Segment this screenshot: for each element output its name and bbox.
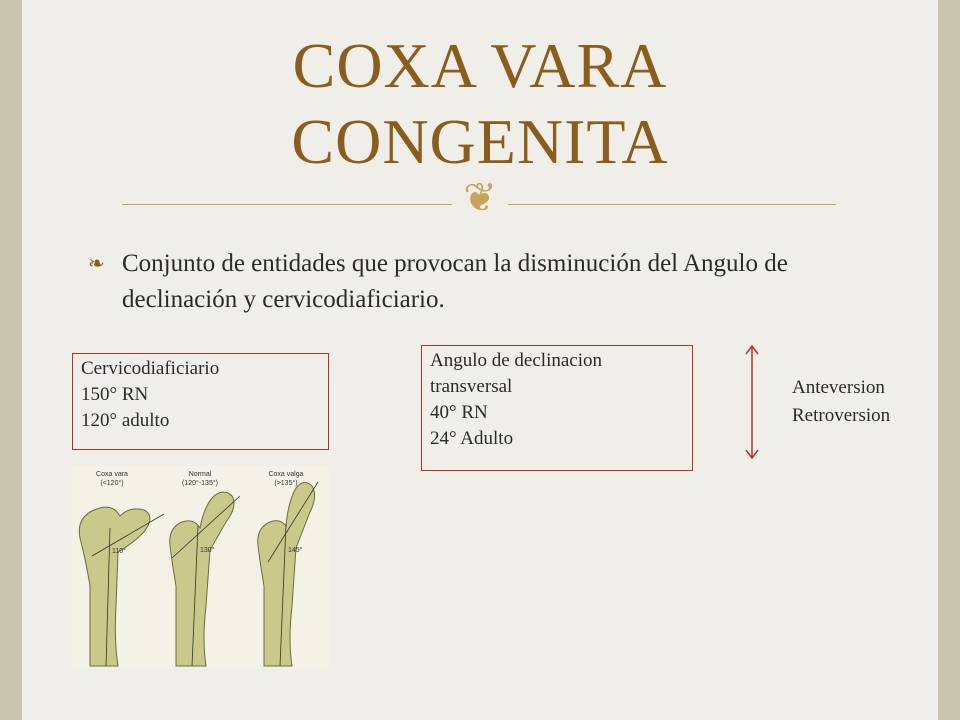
slide-title: [0, 28, 960, 180]
panel-3-range: (>135°): [274, 480, 298, 487]
cervico-line-3: 120° adulto: [81, 410, 170, 431]
femur-normal: [170, 492, 240, 666]
title-divider-right: [508, 204, 836, 205]
cervico-line-1: Cervicodiaficiario: [81, 358, 220, 379]
angulo-line-1: Angulo de declinacion: [430, 350, 603, 371]
panel-2-range: (120°-135°): [182, 480, 218, 487]
panel-1-angle: 110°: [112, 548, 126, 555]
double-arrow-icon: [738, 342, 768, 462]
title-divider-left: [122, 204, 452, 205]
title-line-2: CONGENITA: [291, 106, 669, 177]
femur-coxa-valga: [258, 482, 318, 666]
panel-2-angle: 130°: [200, 547, 215, 554]
ornament-icon: ❦: [463, 175, 497, 220]
angulo-line-2: transversal: [430, 376, 513, 397]
angulo-line-3: 40° RN: [430, 402, 488, 423]
retroversion-label: Retroversion: [792, 405, 891, 426]
cervico-line-2: 150° RN: [81, 384, 149, 405]
anteversion-label: Anteversion: [792, 377, 885, 398]
bullet-text: Conjunto de entidades que provocan la disminución del Angulo de declinación y cervicodiaficiario.: [122, 250, 788, 313]
bullet-ornament-icon: ❧: [88, 253, 105, 275]
panel-3-angle: 145°: [288, 547, 303, 554]
angulo-line-4: 24° Adulto: [430, 428, 514, 449]
femur-diagram: [72, 466, 329, 669]
version-labels: [792, 374, 890, 430]
panel-2-label: Normal: [188, 471, 212, 478]
angulo-declinacion-box: [421, 345, 693, 471]
panel-1-label: Coxa vara: [96, 471, 128, 478]
panel-3-label: Coxa valga: [268, 471, 304, 478]
title-line-1: COXA VARA: [292, 30, 668, 101]
bullet-point: [88, 246, 888, 318]
femur-angle-figure: [72, 466, 329, 669]
cervicodiaficiario-box: [72, 353, 329, 450]
panel-1-range: (<120°): [100, 480, 124, 487]
femur-coxa-vara: [79, 507, 164, 666]
